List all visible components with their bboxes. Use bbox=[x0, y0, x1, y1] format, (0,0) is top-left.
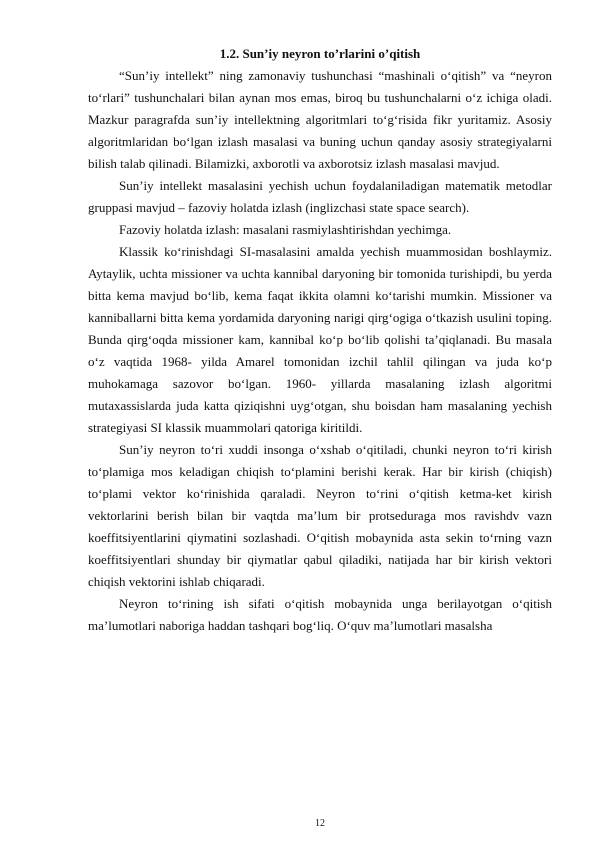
paragraph: Klassik ko‘rinishdagi SI-masalasini amalda yechish muammosidan boshlaymiz. Aytaylik, uchta missioner va uchta kannibal daryoning bir tomonida turishipdi, bu yerda bitta kema mavjud bo‘lib, kema faqat ikkita olamni ko‘tarishi mumkin. Missioner va kanniballarni bitta kema yordamida daryoning narigi qirg‘ogiga o‘tkazish usulini toping. Bunda qirg‘oqda missioner kam, kannibal ko‘p bo‘lib qolishi ta’qiqlanadi. Bu masala o‘z vaqtida 1968- yilda Amarel tomonidan izchil tahlil qilingan va juda ko‘p muhokamaga sazovor bo‘lgan. 1960- yillarda masalaning izlash algoritmi mutaxassislarda juda katta qiziqishni uyg‘otgan, shu boisdan ham masalaning yechish strategiyasi SI klassik muammolari qatoriga kiritildi. bbox=[88, 244, 552, 435]
paragraph: Fazoviy holatda izlash: masalani rasmiylashtirishdan yechimga. bbox=[119, 222, 452, 237]
body-text bbox=[88, 65, 552, 637]
paragraph: Neyron to‘rining ish sifati o‘qitish mobaynida unga berilayotgan o‘qitish ma’lumotlari naboriga haddan tashqari bog‘liq. O‘quv ma’lumotlari masalsha bbox=[88, 596, 552, 633]
paragraph: Sun’iy neyron to‘ri xuddi insonga o‘xshab o‘qitiladi, chunki neyron to‘ri kirish to‘plamiga mos keladigan chiqish to‘plamini berishi kerak. Har bir kirish (chiqish) to‘plami vektor ko‘rinishida qaraladi. Neyron to‘rini o‘qitish ketma-ket kirish vektorlarini berish bilan bir vaqtda ma’lum bir protseduraga mos ravishdv vazn koeffitsiyentlarini qiymatini sozlashadi. O‘qitish mobaynida asta sekin to‘rning vazn koeffitsiyentlari shunday bir qiymatlar qabul qiladiki, natijada har bir kirish vektori chiqish vektorini ishlab chiqaradi. bbox=[88, 442, 552, 589]
paragraph: “Sun’iy intellekt” ning zamonaviy tushunchasi “mashinali o‘qitish” va “neyron to‘rlari” tushunchalari bilan aynan mos emas, biroq bu tushunchalarni o‘z ichiga oladi. Mazkur paragrafda sun’iy intellektning algoritmlari to‘g‘risida fikr yuritamiz. Asosiy algoritmlaridan bo‘lgan izlash masalasi va buning uchun qanday asosiy strategiyalarni bilish talab qilinadi. Bilamizki, axborotli va axborotsiz izlash masalasi mavjud. bbox=[88, 68, 552, 171]
page-number: 12 bbox=[315, 818, 325, 829]
paragraph: Sun’iy intellekt masalasini yechish uchun foydalaniladigan matematik metodlar gruppasi mavjud – fazoviy holatda izlash (inglizchasi state space search). bbox=[88, 178, 552, 215]
section-title: 1.2. Sun’iy neyron to’rlarini o’qitish bbox=[219, 46, 421, 61]
